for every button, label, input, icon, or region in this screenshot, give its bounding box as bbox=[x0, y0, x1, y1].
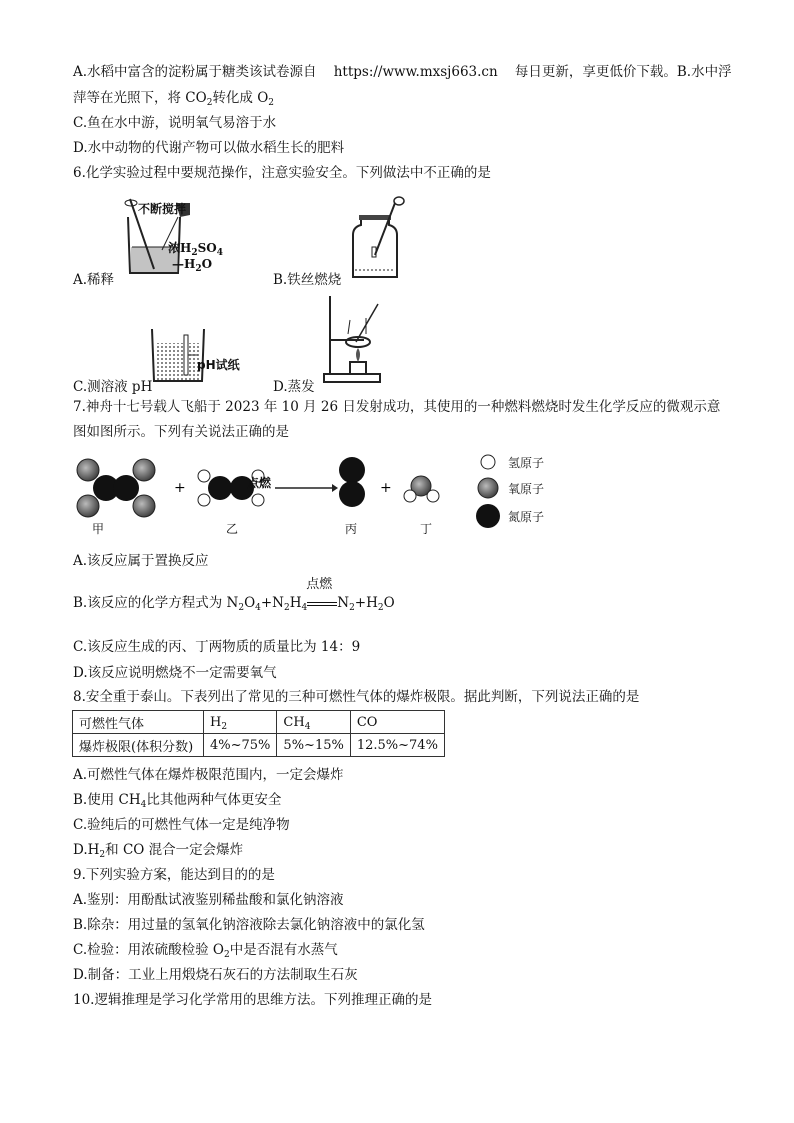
q7-option-d: D.该反应说明燃烧不一定需要氧气 bbox=[73, 665, 277, 681]
table-cell: 4%~75% bbox=[204, 734, 277, 757]
ignite-label: 点燃 bbox=[247, 476, 272, 490]
acid-label: 浓$H_2SO_4$ bbox=[168, 241, 223, 258]
label-bing: 丙 bbox=[345, 522, 358, 536]
q7-option-b: B.该反应的化学方程式为 $N_2O_4+N_2H_4$ 点燃 $N_2+H_2O$ bbox=[73, 577, 395, 613]
q9-option-d: D.制备：工业上用煅烧石灰石的方法制取生石灰 bbox=[73, 967, 358, 983]
legend-nitrogen: 氮原子 bbox=[508, 510, 545, 524]
evaporation-figure bbox=[320, 290, 390, 385]
reaction-diagram bbox=[70, 448, 570, 538]
q7-stem-line1: 7.神舟十七号载人飞船于 2023 年 10 月 26 日发射成功，其使用的一种燃料燃烧时发生化学反应的微观示意 bbox=[73, 399, 721, 415]
svg-text:+: + bbox=[380, 480, 392, 496]
ph-paper-label: pH试纸 bbox=[197, 358, 240, 372]
q8-option-a: A.可燃性气体在爆炸极限范围内，一定会爆炸 bbox=[73, 767, 344, 783]
q7-option-a: A.该反应属于置换反应 bbox=[73, 553, 209, 569]
table-cell: 可燃性气体 bbox=[73, 711, 204, 734]
table-cell: CO bbox=[350, 711, 444, 734]
label-yi: 乙 bbox=[226, 522, 239, 536]
q9-option-a: A.鉴别：用酚酞试液鉴别稀盐酸和氯化钠溶液 bbox=[73, 892, 344, 908]
q9-option-b: B.除杂：用过量的氢氧化钠溶液除去氯化钠溶液中的氯化氢 bbox=[73, 917, 425, 933]
stir-label: 不断搅拌 bbox=[138, 202, 187, 216]
water-label: $—H_2O$ bbox=[172, 257, 213, 274]
q7-option-c: C.该反应生成的丙、丁两物质的质量比为 14：9 bbox=[73, 639, 361, 655]
q8-option-b: B.使用 $CH_4$比其他两种气体更安全 bbox=[73, 792, 282, 810]
explosion-limit-table bbox=[72, 710, 445, 757]
q6-option-d: D.蒸发 bbox=[273, 379, 315, 395]
q8-option-d: $D.H_2$和 CO 混合一定会爆炸 bbox=[73, 842, 244, 860]
table-cell: $H_2$ bbox=[204, 711, 277, 734]
table-cell: 5%~15% bbox=[277, 734, 350, 757]
table-cell: $CH_4$ bbox=[277, 711, 350, 734]
q7-stem-line2: 图如图所示。下列有关说法正确的是 bbox=[73, 424, 289, 440]
iron-burning-figure bbox=[345, 195, 415, 280]
q6-option-b: B.铁丝燃烧 bbox=[273, 272, 342, 288]
q9-option-c: C.检验：用浓硫酸检验 $O_2$中是否混有水蒸气 bbox=[73, 942, 338, 960]
legend-oxygen: 氧原子 bbox=[508, 482, 545, 496]
ph-test-figure bbox=[148, 325, 218, 385]
q9-stem: 9.下列实验方案，能达到目的的是 bbox=[73, 867, 275, 883]
label-jia: 甲 bbox=[92, 522, 105, 536]
q8-stem: 8.安全重于泰山。下表列出了常见的三种可燃性气体的爆炸极限。据此判断，下列说法正确的是 bbox=[73, 689, 640, 705]
svg-text:+: + bbox=[174, 480, 186, 496]
label-ding: 丁 bbox=[420, 522, 433, 536]
molecule-bing bbox=[339, 457, 365, 507]
table-cell: 爆炸极限(体积分数) bbox=[73, 734, 204, 757]
molecule-ding bbox=[404, 476, 439, 502]
q10-stem: 10.逻辑推理是学习化学常用的思维方法。下列推理正确的是 bbox=[73, 992, 432, 1008]
q8-option-c: C.验纯后的可燃性气体一定是纯净物 bbox=[73, 817, 290, 833]
condition-label: 点燃 bbox=[306, 577, 333, 592]
q5-option-c: C.鱼在水中游，说明氧气易溶于水 bbox=[73, 115, 277, 131]
q6-stem: 6.化学实验过程中要规范操作，注意实验安全。下列做法中不正确的是 bbox=[73, 165, 491, 181]
q5-option-d: D.水中动物的代谢产物可以做水稻生长的肥料 bbox=[73, 140, 345, 156]
table-row bbox=[73, 734, 445, 757]
legend-hydrogen: 氢原子 bbox=[508, 456, 545, 470]
table-row bbox=[73, 711, 445, 734]
q5-option-a: A.水稻中富含的淀粉属于糖类该试卷源自 https://www.mxsj663.cn 每日更新，享更低价下载。B.水中浮 bbox=[73, 64, 732, 80]
q5-option-b-cont: 萍等在光照下，将 $CO_2$转化成 $O_2$ bbox=[73, 90, 275, 108]
source-url: https://www.mxsj663.cn bbox=[333, 64, 498, 80]
q6-option-a: A.稀释 bbox=[73, 272, 115, 288]
molecule-jia bbox=[77, 459, 155, 517]
table-cell: 12.5%~74% bbox=[350, 734, 444, 757]
q6-option-c: C.测溶液 pH bbox=[73, 379, 153, 395]
